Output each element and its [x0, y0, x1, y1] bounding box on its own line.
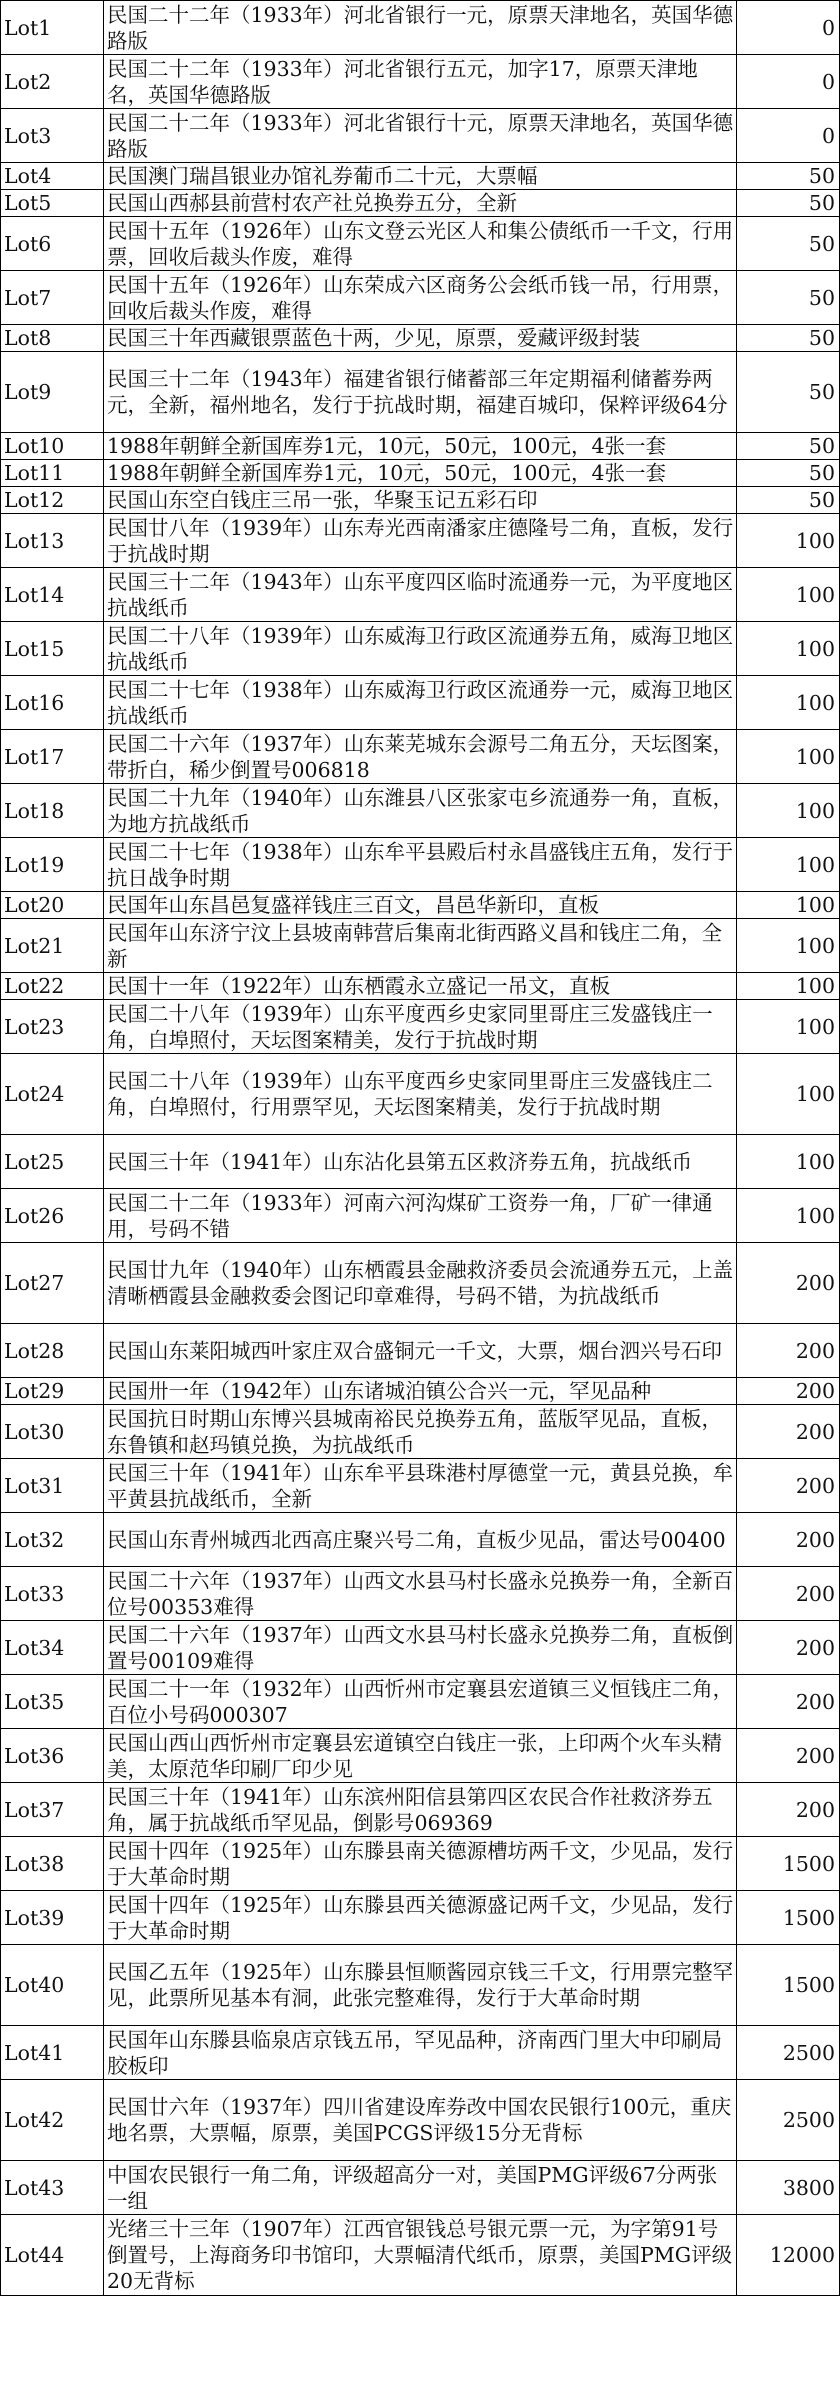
- lot-number-cell: Lot41: [1, 2026, 104, 2080]
- starting-price-cell: 0: [737, 55, 840, 109]
- lot-number-cell: Lot24: [1, 1054, 104, 1135]
- lot-description-cell: 民国二十二年（1933年）河北省银行五元，加字17，原票天津地名，英国华德路版: [104, 55, 737, 109]
- lot-number-cell: Lot38: [1, 1837, 104, 1891]
- lot-description-cell: 民国年山东济宁汶上县坡南韩营后集南北街西路义昌和钱庄二角，全新: [104, 919, 737, 973]
- lot-description-cell: 民国十四年（1925年）山东滕县西关德源盛记两千文，少见品，发行于大革命时期: [104, 1891, 737, 1945]
- lot-number-cell: Lot12: [1, 487, 104, 514]
- table-row: [1, 1135, 840, 1189]
- table-row: [1, 1567, 840, 1621]
- table-row: [1, 1405, 840, 1459]
- lot-description-cell: 民国山西郝县前营村农产社兑换券五分，全新: [104, 190, 737, 217]
- starting-price-cell: 100: [737, 784, 840, 838]
- lot-number-cell: Lot39: [1, 1891, 104, 1945]
- table-row: [1, 2080, 840, 2161]
- lot-number-cell: Lot6: [1, 217, 104, 271]
- lot-description-cell: 民国二十九年（1940年）山东潍县八区张家屯乡流通券一角，直板，为地方抗战纸币: [104, 784, 737, 838]
- lot-description-cell: 民国年山东昌邑复盛祥钱庄三百文，昌邑华新印，直板: [104, 892, 737, 919]
- table-row: [1, 1945, 840, 2026]
- lot-description-cell: 民国卅一年（1942年）山东诸城泊镇公合兴一元，罕见品种: [104, 1378, 737, 1405]
- lot-number-cell: Lot3: [1, 109, 104, 163]
- lot-description-cell: 民国三十年（1941年）山东牟平县珠港村厚德堂一元，黄县兑换，牟平黄县抗战纸币，全新: [104, 1459, 737, 1513]
- table-row: [1, 622, 840, 676]
- lot-description-cell: 民国廿九年（1940年）山东栖霞县金融救济委员会流通券五元，上盖清晰栖霞县金融救委会图记印章难得，号码不错，为抗战纸币: [104, 1243, 737, 1324]
- table-row: [1, 460, 840, 487]
- lot-number-cell: Lot33: [1, 1567, 104, 1621]
- lot-number-cell: Lot2: [1, 55, 104, 109]
- lot-description-cell: 民国三十年（1941年）山东沾化县第五区救济券五角，抗战纸币: [104, 1135, 737, 1189]
- table-row: [1, 514, 840, 568]
- starting-price-cell: 200: [737, 1324, 840, 1378]
- lot-description-cell: 民国二十八年（1939年）山东平度西乡史家同里哥庄三发盛钱庄二角，白埠照付，行用票罕见，天坛图案精美，发行于抗战时期: [104, 1054, 737, 1135]
- starting-price-cell: 100: [737, 622, 840, 676]
- lot-number-cell: Lot27: [1, 1243, 104, 1324]
- table-row: [1, 1783, 840, 1837]
- lot-number-cell: Lot7: [1, 271, 104, 325]
- lot-description-cell: 民国二十七年（1938年）山东威海卫行政区流通券一元，威海卫地区抗战纸币: [104, 676, 737, 730]
- starting-price-cell: 100: [737, 676, 840, 730]
- starting-price-cell: 2500: [737, 2080, 840, 2161]
- lot-description-cell: 民国三十二年（1943年）福建省银行储蓄部三年定期福利储蓄券两元，全新，福州地名，发行于抗战时期，福建百城印，保粹评级64分: [104, 352, 737, 433]
- starting-price-cell: 100: [737, 838, 840, 892]
- table-row: [1, 325, 840, 352]
- lot-description-cell: 民国二十七年（1938年）山东牟平县殿后村永昌盛钱庄五角，发行于抗日战争时期: [104, 838, 737, 892]
- table-row: [1, 271, 840, 325]
- lot-description-cell: 民国山东空白钱庄三吊一张，华聚玉记五彩石印: [104, 487, 737, 514]
- starting-price-cell: 50: [737, 460, 840, 487]
- lot-number-cell: Lot22: [1, 973, 104, 1000]
- table-row: [1, 2215, 840, 2296]
- lot-description-cell: 光绪三十三年（1907年）江西官银钱总号银元票一元，为字第91号倒置号，上海商务印书馆印，大票幅清代纸币，原票，美国PMG评级20无背标: [104, 2215, 737, 2296]
- lot-description-cell: 民国澳门瑞昌银业办馆礼券葡币二十元，大票幅: [104, 163, 737, 190]
- lot-table-body: [1, 1, 840, 2296]
- lot-description-cell: 民国二十六年（1937年）山西文水县马村长盛永兑换券二角，直板倒置号00109难得: [104, 1621, 737, 1675]
- table-row: [1, 1675, 840, 1729]
- lot-description-cell: 民国三十二年（1943年）山东平度四区临时流通券一元，为平度地区抗战纸币: [104, 568, 737, 622]
- starting-price-cell: 0: [737, 1, 840, 55]
- table-row: [1, 1729, 840, 1783]
- lot-description-cell: 民国二十二年（1933年）河南六河沟煤矿工资券一角，厂矿一律通用，号码不错: [104, 1189, 737, 1243]
- table-row: [1, 1243, 840, 1324]
- lot-number-cell: Lot40: [1, 1945, 104, 2026]
- lot-number-cell: Lot23: [1, 1000, 104, 1054]
- starting-price-cell: 100: [737, 730, 840, 784]
- starting-price-cell: 100: [737, 919, 840, 973]
- lot-description-cell: 中国农民银行一角二角，评级超高分一对，美国PMG评级67分两张一组: [104, 2161, 737, 2215]
- lot-number-cell: Lot35: [1, 1675, 104, 1729]
- starting-price-cell: 200: [737, 1567, 840, 1621]
- starting-price-cell: 100: [737, 514, 840, 568]
- lot-number-cell: Lot43: [1, 2161, 104, 2215]
- table-row: [1, 217, 840, 271]
- table-row: [1, 1324, 840, 1378]
- lot-description-cell: 民国十五年（1926年）山东文登云光区人和集公债纸币一千文，行用票，回收后裁头作废，难得: [104, 217, 737, 271]
- lot-number-cell: Lot14: [1, 568, 104, 622]
- lot-description-cell: 民国乙五年（1925年）山东滕县恒顺酱园京钱三千文，行用票完整罕见，此票所见基本有洞，此张完整难得，发行于大革命时期: [104, 1945, 737, 2026]
- table-row: [1, 1459, 840, 1513]
- starting-price-cell: 1500: [737, 1945, 840, 2026]
- lot-description-cell: 民国山东莱阳城西叶家庄双合盛铜元一千文，大票，烟台泗兴号石印: [104, 1324, 737, 1378]
- table-row: [1, 973, 840, 1000]
- lot-description-cell: 民国二十一年（1932年）山西忻州市定襄县宏道镇三义恒钱庄二角，百位小号码000307: [104, 1675, 737, 1729]
- starting-price-cell: 50: [737, 433, 840, 460]
- lot-number-cell: Lot28: [1, 1324, 104, 1378]
- lot-number-cell: Lot34: [1, 1621, 104, 1675]
- starting-price-cell: 100: [737, 1000, 840, 1054]
- table-row: [1, 1000, 840, 1054]
- starting-price-cell: 200: [737, 1378, 840, 1405]
- lot-number-cell: Lot1: [1, 1, 104, 55]
- table-row: [1, 676, 840, 730]
- lot-description-cell: 1988年朝鲜全新国库券1元，10元，50元，100元，4张一套: [104, 460, 737, 487]
- starting-price-cell: 100: [737, 1054, 840, 1135]
- starting-price-cell: 200: [737, 1621, 840, 1675]
- table-row: [1, 190, 840, 217]
- lot-description-cell: 民国抗日时期山东博兴县城南裕民兑换券五角，蓝版罕见品，直板，东鲁镇和赵玛镇兑换，为抗战纸币: [104, 1405, 737, 1459]
- starting-price-cell: 100: [737, 568, 840, 622]
- table-row: [1, 919, 840, 973]
- lot-description-cell: 民国二十六年（1937年）山东莱芜城东会源号二角五分，天坛图案，带折白，稀少倒置号006818: [104, 730, 737, 784]
- lot-number-cell: Lot25: [1, 1135, 104, 1189]
- table-row: [1, 1378, 840, 1405]
- starting-price-cell: 50: [737, 352, 840, 433]
- table-row: [1, 487, 840, 514]
- starting-price-cell: 0: [737, 109, 840, 163]
- starting-price-cell: 200: [737, 1459, 840, 1513]
- lot-description-cell: 民国二十八年（1939年）山东威海卫行政区流通券五角，威海卫地区抗战纸币: [104, 622, 737, 676]
- starting-price-cell: 200: [737, 1675, 840, 1729]
- starting-price-cell: 50: [737, 325, 840, 352]
- table-row: [1, 892, 840, 919]
- starting-price-cell: 50: [737, 271, 840, 325]
- table-row: [1, 1189, 840, 1243]
- lot-number-cell: Lot31: [1, 1459, 104, 1513]
- starting-price-cell: 200: [737, 1729, 840, 1783]
- table-row: [1, 163, 840, 190]
- table-row: [1, 352, 840, 433]
- table-row: [1, 730, 840, 784]
- lot-description-cell: 民国三十年西藏银票蓝色十两，少见，原票，爱藏评级封装: [104, 325, 737, 352]
- starting-price-cell: 200: [737, 1405, 840, 1459]
- lot-description-cell: 民国廿八年（1939年）山东寿光西南潘家庄德隆号二角，直板，发行于抗战时期: [104, 514, 737, 568]
- lot-number-cell: Lot21: [1, 919, 104, 973]
- lot-description-cell: 民国十五年（1926年）山东荣成六区商务公会纸币钱一吊，行用票，回收后裁头作废，难得: [104, 271, 737, 325]
- lot-description-cell: 民国年山东滕县临泉店京钱五吊，罕见品种，济南西门里大中印刷局胶板印: [104, 2026, 737, 2080]
- starting-price-cell: 100: [737, 973, 840, 1000]
- table-row: [1, 568, 840, 622]
- lot-number-cell: Lot9: [1, 352, 104, 433]
- starting-price-cell: 12000: [737, 2215, 840, 2296]
- lot-number-cell: Lot37: [1, 1783, 104, 1837]
- starting-price-cell: 50: [737, 163, 840, 190]
- starting-price-cell: 200: [737, 1243, 840, 1324]
- starting-price-cell: 50: [737, 217, 840, 271]
- table-row: [1, 2161, 840, 2215]
- lot-description-cell: 1988年朝鲜全新国库券1元，10元，50元，100元，4张一套: [104, 433, 737, 460]
- starting-price-cell: 200: [737, 1783, 840, 1837]
- lot-number-cell: Lot4: [1, 163, 104, 190]
- table-row: [1, 784, 840, 838]
- lot-description-cell: 民国廿六年（1937年）四川省建设库券改中国农民银行100元，重庆地名票，大票幅，原票，美国PCGS评级15分无背标: [104, 2080, 737, 2161]
- starting-price-cell: 50: [737, 487, 840, 514]
- lot-description-cell: 民国十一年（1922年）山东栖霞永立盛记一吊文，直板: [104, 973, 737, 1000]
- lot-number-cell: Lot19: [1, 838, 104, 892]
- table-row: [1, 1054, 840, 1135]
- lot-description-cell: 民国二十六年（1937年）山西文水县马村长盛永兑换券一角，全新百位号00353难得: [104, 1567, 737, 1621]
- lot-number-cell: Lot42: [1, 2080, 104, 2161]
- starting-price-cell: 100: [737, 1135, 840, 1189]
- lot-number-cell: Lot36: [1, 1729, 104, 1783]
- starting-price-cell: 100: [737, 892, 840, 919]
- lot-number-cell: Lot16: [1, 676, 104, 730]
- starting-price-cell: 100: [737, 1189, 840, 1243]
- starting-price-cell: 2500: [737, 2026, 840, 2080]
- starting-price-cell: 50: [737, 190, 840, 217]
- lot-number-cell: Lot13: [1, 514, 104, 568]
- lot-number-cell: Lot11: [1, 460, 104, 487]
- table-row: [1, 433, 840, 460]
- table-row: [1, 2026, 840, 2080]
- starting-price-cell: 1500: [737, 1891, 840, 1945]
- lot-description-cell: 民国二十二年（1933年）河北省银行一元，原票天津地名，英国华德路版: [104, 1, 737, 55]
- lot-description-cell: 民国山西山西忻州市定襄县宏道镇空白钱庄一张，上印两个火车头精美，太原范华印刷厂印少见: [104, 1729, 737, 1783]
- starting-price-cell: 200: [737, 1513, 840, 1567]
- lot-description-cell: 民国二十二年（1933年）河北省银行十元，原票天津地名，英国华德路版: [104, 109, 737, 163]
- table-row: [1, 1, 840, 55]
- starting-price-cell: 1500: [737, 1837, 840, 1891]
- table-row: [1, 838, 840, 892]
- lot-number-cell: Lot20: [1, 892, 104, 919]
- table-row: [1, 1621, 840, 1675]
- lot-number-cell: Lot32: [1, 1513, 104, 1567]
- table-row: [1, 109, 840, 163]
- lot-number-cell: Lot29: [1, 1378, 104, 1405]
- lot-number-cell: Lot5: [1, 190, 104, 217]
- table-row: [1, 1891, 840, 1945]
- lot-description-cell: 民国十四年（1925年）山东滕县南关德源槽坊两千文，少见品，发行于大革命时期: [104, 1837, 737, 1891]
- lot-number-cell: Lot44: [1, 2215, 104, 2296]
- lot-number-cell: Lot26: [1, 1189, 104, 1243]
- starting-price-cell: 3800: [737, 2161, 840, 2215]
- table-row: [1, 55, 840, 109]
- table-row: [1, 1513, 840, 1567]
- lot-number-cell: Lot18: [1, 784, 104, 838]
- lot-number-cell: Lot8: [1, 325, 104, 352]
- table-row: [1, 1837, 840, 1891]
- lot-description-cell: 民国二十八年（1939年）山东平度西乡史家同里哥庄三发盛钱庄一角，白埠照付，天坛图案精美，发行于抗战时期: [104, 1000, 737, 1054]
- lot-number-cell: Lot30: [1, 1405, 104, 1459]
- lot-number-cell: Lot15: [1, 622, 104, 676]
- lot-number-cell: Lot17: [1, 730, 104, 784]
- lot-number-cell: Lot10: [1, 433, 104, 460]
- lot-description-cell: 民国山东青州城西北西高庄聚兴号二角，直板少见品，雷达号00400: [104, 1513, 737, 1567]
- lot-description-cell: 民国三十年（1941年）山东滨州阳信县第四区农民合作社救济券五角，属于抗战纸币罕见品，倒影号069369: [104, 1783, 737, 1837]
